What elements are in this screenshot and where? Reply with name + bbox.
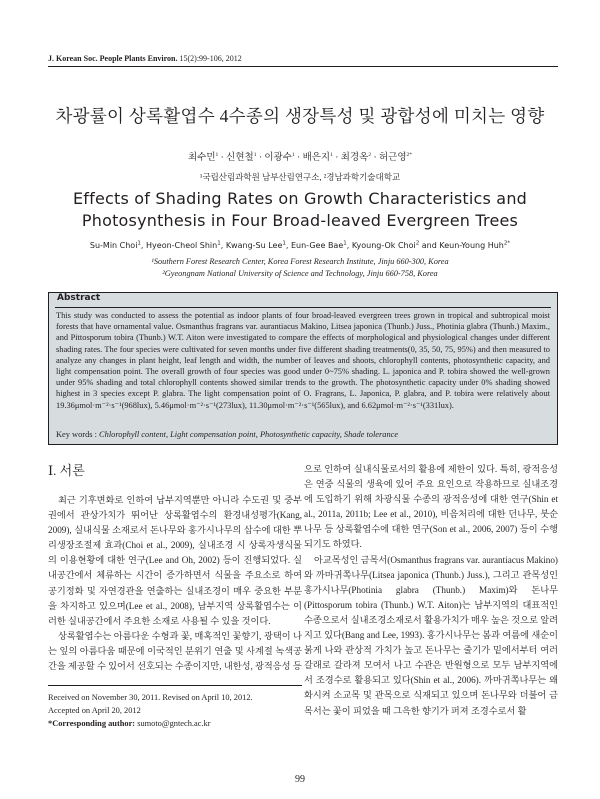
english-authors: Su-Min Choi$^1$, Hyeon-Cheol Shin$^1$, Kwang-Su Lee$^1$, Eun-Gee Bae$^1$, Kyoung-Ok Choi$^2$ and Keun-Young Huh$^{2*}$ — [89, 240, 511, 250]
body-paragraph: 으로 인하여 실내식물로서의 활용에 제한이 있다. 특히, 광적응성은 연중 식물의 생육에 있어 주요 요인으로 작용하므로 실내조경에 도입하기 위해 차광식물 수종의 광적응성에 대한 연구(Shin et al., 2011a, 2011b; Lee et al., 2010), 비음처리에 대한 던나무, 붓순나무 등 상록활엽수에 대한 연구(Son et al., 2006, 2007) 등이 수행되기도 하였다. — [304, 464, 558, 550]
footnote-divider — [48, 685, 302, 686]
footnotes — [48, 691, 302, 730]
korean-author: 신현철$^1$ — [226, 151, 257, 163]
korean-authors: 최수민$^1$ · 신현철$^1$ · 이광수$^1$ · 배은지$^1$ · 최경옥$^2$ · 허근영$^{2*}$ — [187, 151, 413, 163]
english-title-line: Effects of Shading Rates on Growth Characteristics and — [72, 189, 528, 208]
english-author: Kyoung-Ok Choi$^2$ — [351, 240, 420, 250]
korean-author: 최수민$^1$ — [187, 151, 219, 163]
english-title — [0, 188, 600, 232]
header-divider — [48, 66, 558, 67]
page-number: 99 — [295, 774, 305, 785]
corresponding-label: *Corresponding author: — [48, 719, 136, 728]
body-paragraph: 아교목성인 금목서(Osmanthus fragrans var. aurantiacus Makino)와 까마귀쪽나무(Litsea japonica (Thunb.) Juss.), 그리고 관목성인 홍가시나무(Photinia glabra (Thunb.) Maxim)와 돈나무(Pittosporum tobira (Thunb.) W.T. Aiton)는 남부지역의 대표적인 수종으로서 실내조경소재로서 활용가치가 매우 높은 것으로 알려지고 있다(Bang and Lee, 1993). 홍가시나무는 봄과 여름에 새순이 붉게 나와 관상적 가치가 높고 돈나무는 줄기가 밑에서부터 여러 갈래로 갈라져 모여서 나고 수관은 반원형으로 모두 남부지역에서 조경수로 활용되고 있다(Shin et al., 2006). 까마귀쪽나무는 왜화시켜 소교목 및 관목으로 식재되고 있으며 돈나무와 더불어 금목서는 꽃이 피었을 때 그윽한 향기가 퍼져 조경수로서 활 — [304, 554, 558, 716]
english-author: Su-Min Choi$^1$ — [89, 240, 141, 250]
english-author: Kwang-Su Lee$^1$ — [225, 240, 286, 250]
journal-citation — [48, 54, 242, 63]
journal-volume-pages: 15(2):99-106, 2012 — [179, 54, 242, 63]
english-author: Hyeon-Cheol Shin$^1$ — [146, 240, 221, 250]
body-paragraph: 상록활엽수는 아름다운 수형과 꽃, 매혹적인 꽃향기, 광택이 나는 잎의 아름다움 때문에 이국적인 분위기 연출 및 사계절 녹색공간을 제공할 수 있어서 선호되는 수종이지만, 내한성, 광적응성 등 — [48, 630, 302, 672]
body-column-right — [304, 462, 558, 719]
korean-author: 최경옥$^2$ — [340, 151, 372, 163]
journal-name: J. Korean Soc. People Plants Environ. — [48, 54, 178, 63]
korean-author: 배은지$^1$ — [302, 151, 333, 163]
english-title-line: Photosynthesis in Four Broad-leaved Evergreen Trees — [81, 211, 519, 230]
received-date: Received on November 30, 2011. Revised on April 10, 2012. — [48, 693, 253, 702]
english-affiliation: ¹Southern Forest Research Center, Korea Forest Research Institute, Jinju 660-300, Korea — [151, 257, 449, 266]
section-heading: Ⅰ. 서론 — [48, 463, 85, 478]
abstract-text: This study was conducted to assess the potential as indoor plants of four broad-leaved evergreen trees grown in tropical and subtropical moist forests that have ornamental value. Osmanthus fragrans var. aurantiacus Makino, Litsea japonica (Thunb.) Juss., Photinia glabra (Thunb.) Maxim., and Pittosporum tobira (Thunb.) W.T. Aiton were investigated to compare the effects of morphological and physiological changes under different shading rates. The four species were cultivated for seven months under five different shading treatments(0, 35, 50, 75, 95%) and then measured to analyze any changes in plant height, leaf length and width, the number of leaves and shoots, chlorophyll contents, photosynthetic capacity, and light compensation point. The overall growth of four species was good under 0~75% shading. L. japonica and P. tobira showed the well-grown under 95% shading and total chlorophyll contents showed similar trends to the growth. The photosynthetic capacity under 0% shading showed highest in 3 species except P. glabra. The light compensation point of O. Fragrans, L. Japonica, P. glabra, and P. tobira were relatively about 19.36μmol·m⁻²·s⁻¹(968lux), 5.46μmol·m⁻²·s⁻¹(273lux), 11.30μmol·m⁻²·s⁻¹(565lux), and 6.62μmol·m⁻²·s⁻¹(331lux). — [56, 311, 550, 410]
keywords — [56, 430, 550, 439]
english-affiliation: ²Gyeongnam National University of Science and Technology, Jinju 660-758, Korea — [162, 269, 438, 278]
keywords-label: Key words : — [56, 430, 97, 439]
body-column-left — [48, 462, 302, 674]
english-author: Keun-Young Huh$^{2*}$ — [439, 240, 511, 250]
accepted-date: Accepted on April 20, 2012 — [48, 706, 141, 715]
korean-author: 이광수$^1$ — [264, 151, 295, 163]
korean-author: 허근영$^{2*}$ — [378, 151, 413, 163]
korean-title: 차광률이 상록활엽수 4수종의 생장특성 및 광합성에 미치는 영향 — [55, 106, 545, 126]
english-author: Eun-Gee Bae$^1$ — [290, 240, 347, 250]
korean-affiliations: ¹국립산림과학원 남부산림연구소, ²경남과학기술대학교 — [199, 172, 401, 182]
abstract-heading: Abstract — [57, 293, 101, 303]
keywords-list: Chlorophyll content, Light compensation point, Photosynthetic capacity, Shade tolerance — [99, 430, 399, 439]
body-paragraph: 최근 기후변화로 인하여 남부지역뿐만 아니라 수도권 및 중부권에서 관상가치가 뛰어난 상록활엽수의 환경내성평가(Kang, 2009), 실내식물 소재로서 돈나무와 홍가시나무의 삽수에 대한 뿌리생장조절제 효과(Choi et al., 2009), 실내조경 시 상록자생식물의 이용현황에 대한 연구(Lee and Oh, 2002) 등이 진행되었다. 실내공간에서 체류하는 시간이 증가하면서 식물을 주요소로 하여 공기정화 및 자연경관을 연출하는 실내조경이 매우 중요한 부분을 차지하고 있으며(Lee et al., 2008), 남부지역 상록활엽수는 이러한 실내공간에서 주요한 소재로 사용될 수 있을 것이다. — [48, 495, 302, 626]
corresponding-author — [48, 717, 302, 730]
abstract-divider — [55, 307, 551, 308]
corresponding-email[interactable]: sumoto@gntech.ac.kr — [137, 719, 211, 728]
abstract-box — [48, 292, 558, 445]
english-affiliations — [0, 256, 600, 280]
